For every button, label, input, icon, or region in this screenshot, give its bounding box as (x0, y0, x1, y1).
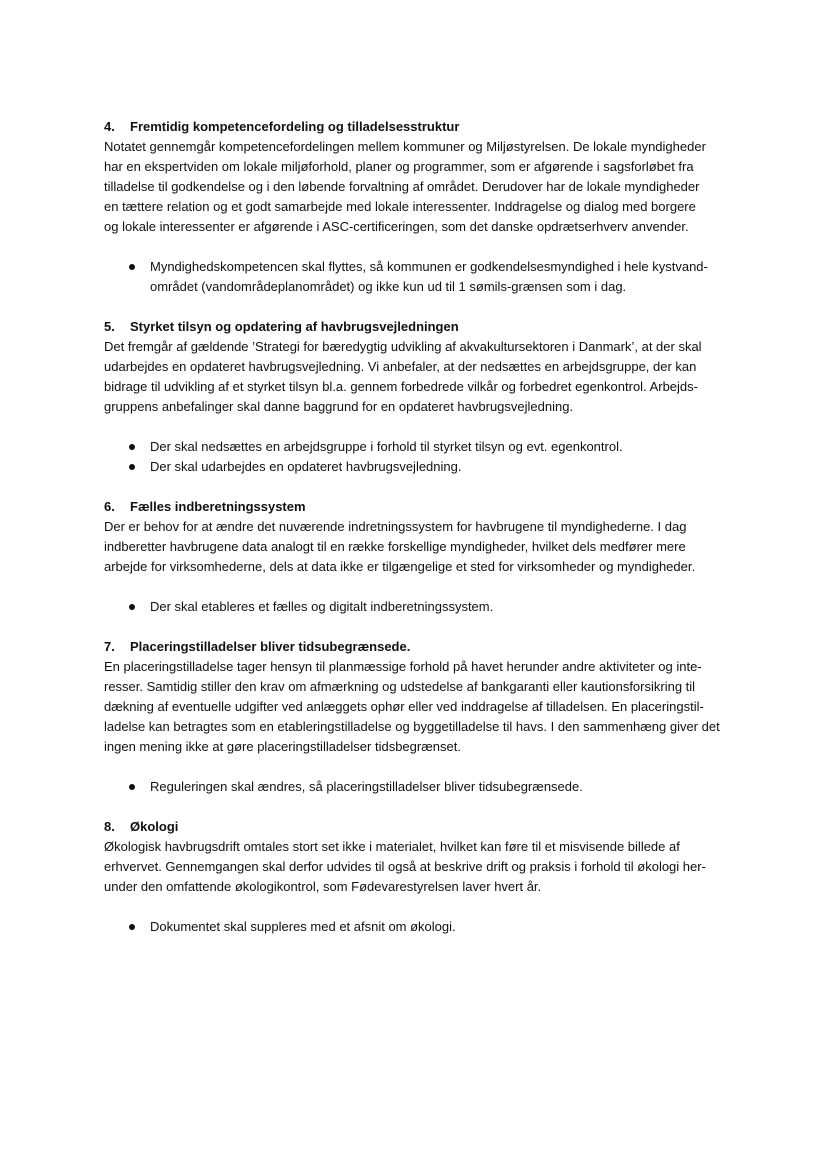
bullet-line: Der skal udarbejdes en opdateret havbrugsvejledning. (150, 459, 462, 474)
bullet-line: Myndighedskompetencen skal flyttes, så kommunen er godkendelsesmyndighed i hele kystvand- (150, 259, 708, 274)
paragraph-line: arbejde for virksomhederne, dels at data ikke er tilgængelige et sted for virksomheder og myndigheder. (104, 559, 696, 574)
bullet-item (104, 917, 724, 937)
bullet-list (104, 437, 724, 477)
section-8 (104, 817, 724, 937)
paragraph-line: Det fremgår af gældende ’Strategi for bæredygtig udvikling af akvakultursektoren i Danmark’, at der skal (104, 339, 702, 354)
paragraph-line: en tættere relation og et godt samarbejde med lokale interessenter. Inddragelse og dialog med borgere (104, 199, 696, 214)
section-number: 8. (104, 819, 115, 834)
bullet-line: området (vandområdeplanområdet) og ikke kun ud til 1 sømils-grænsen som i dag. (150, 279, 627, 294)
section-heading (104, 317, 724, 337)
paragraph-line: bidrage til udvikling af et styrket tilsyn bl.a. gennem forbedrede vilkår og forbedret egenkontrol. Arbejds- (104, 379, 698, 394)
section-7 (104, 637, 724, 797)
bullet-line: Der skal nedsættes en arbejdsgruppe i forhold til styrket tilsyn og evt. egenkontrol. (150, 439, 623, 454)
paragraph-line: har en ekspertviden om lokale miljøforhold, planer og programmer, som er afgørende i sagsforløbet fra (104, 159, 694, 174)
bullet-item (104, 437, 724, 457)
paragraph-line: resser. Samtidig stiller den krav om afmærkning og udstedelse af bankgaranti eller kautionsforsikring til (104, 679, 696, 694)
bullet-icon (129, 924, 135, 930)
section-heading (104, 497, 724, 517)
section-title: Styrket tilsyn og opdatering af havbrugsvejledningen (130, 319, 459, 334)
section-heading (104, 117, 724, 137)
paragraph-line: og lokale interessenter er afgørende i ASC-certificeringen, som det danske opdrætserhverv anvender. (104, 219, 689, 234)
section-number: 7. (104, 639, 115, 654)
paragraph-line: under den omfattende økologikontrol, som Fødevarestyrelsen laver hvert år. (104, 879, 542, 894)
paragraph-line: ingen mening ikke at gøre placeringstilladelser tidsbegrænset. (104, 739, 461, 754)
paragraph-line: udarbejdes en opdateret havbrugsvejledning. Vi anbefaler, at der nedsættes en arbejdsgruppe, der kan (104, 359, 697, 374)
bullet-list (104, 257, 724, 297)
paragraph-line: erhvervet. Gennemgangen skal derfor udvides til også at beskrive drift og praksis i forhold til økologi her- (104, 859, 706, 874)
section-heading (104, 817, 724, 837)
bullet-list (104, 777, 724, 797)
bullet-item (104, 597, 724, 617)
section-number: 4. (104, 119, 115, 134)
paragraph-line: tilladelse til godkendelse og i den løbende forvaltning af området. Derudover har de lokale myndigheder (104, 179, 700, 194)
paragraph-line: Der er behov for at ændre det nuværende indretningssystem for havbrugene til myndighederne. I dag (104, 519, 687, 534)
bullet-item (104, 257, 724, 297)
bullet-icon (129, 604, 135, 610)
bullet-icon (129, 464, 135, 470)
paragraph-line: En placeringstilladelse tager hensyn til planmæssige forhold på havet herunder andre aktiviteter og inte- (104, 659, 702, 674)
paragraph-line: Økologisk havbrugsdrift omtales stort set ikke i materialet, hvilket kan føre til et misvisende billede af (104, 839, 680, 854)
section-4 (104, 117, 724, 297)
document-content (104, 117, 724, 937)
paragraph-line: indberetter havbrugene data analogt til en række forskellige myndigheder, hvilket dels medfører mere (104, 539, 686, 554)
section-title: Økologi (130, 819, 179, 834)
bullet-list (104, 597, 724, 617)
paragraph-line: dækning af eventuelle udgifter ved anlæggets ophør eller ved inddragelse af tilladelsen. En placeringstil- (104, 699, 704, 714)
paragraph-line: ladelse kan betragtes som en etableringstilladelse og byggetilladelse til havs. I den sammenhæng giver det (104, 719, 720, 734)
bullet-list (104, 917, 724, 937)
section-title: Fremtidig kompetencefordeling og tilladelsesstruktur (130, 119, 460, 134)
bullet-line: Der skal etableres et fælles og digitalt indberetningssystem. (150, 599, 494, 614)
bullet-icon (129, 784, 135, 790)
section-number: 5. (104, 319, 115, 334)
section-6 (104, 497, 724, 617)
bullet-icon (129, 264, 135, 270)
bullet-line: Dokumentet skal suppleres med et afsnit om økologi. (150, 919, 456, 934)
paragraph-line: gruppens anbefalinger skal danne baggrund for en opdateret havbrugsvejledning. (104, 399, 574, 414)
section-5 (104, 317, 724, 477)
bullet-icon (129, 444, 135, 450)
section-number: 6. (104, 499, 115, 514)
section-title: Placeringstilladelser bliver tidsubegrænsede. (130, 639, 411, 654)
section-heading (104, 637, 724, 657)
bullet-item (104, 777, 724, 797)
bullet-item (104, 457, 724, 477)
section-title: Fælles indberetningssystem (130, 499, 306, 514)
bullet-line: Reguleringen skal ændres, så placeringstilladelser bliver tidsubegrænsede. (150, 779, 583, 794)
paragraph-line: Notatet gennemgår kompetencefordelingen mellem kommuner og Miljøstyrelsen. De lokale myndigheder (104, 139, 706, 154)
